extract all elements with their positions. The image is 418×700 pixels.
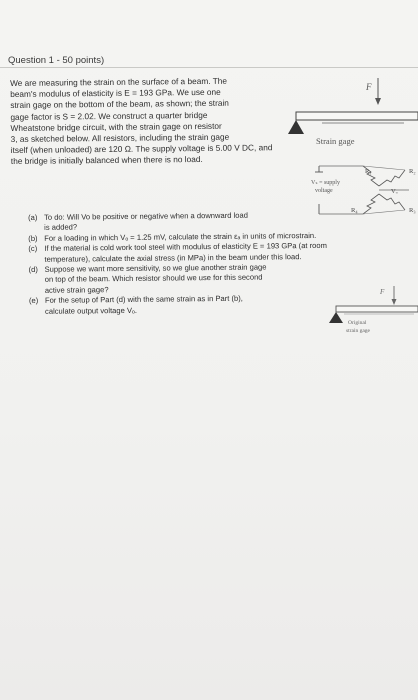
resistor-r2-label: R₂ (409, 168, 416, 175)
question-title: Question 1 - 50 points) (8, 55, 105, 66)
part-line: If the material is cold work tool steel with modulus of elasticity E = 193 GPa (at room (44, 241, 327, 254)
beam-diagram (282, 72, 418, 152)
part-label: (b) (28, 233, 38, 243)
resistor-r3-label: R₃ (409, 207, 416, 214)
part-line: temperature), calculate the axial stress (in MPa) in the beam under this load. (44, 251, 302, 264)
problem-statement (10, 75, 301, 168)
gage-label: strain gage (346, 328, 370, 334)
output-voltage-label: Vₒ (391, 188, 398, 195)
statement-line: We are measuring the strain on the surface of a beam. The (10, 75, 228, 88)
part-line: on top of the beam. Which resistor should we use for this second (44, 272, 263, 285)
part-line: To do: Will Vo be positive or negative when a downward load (43, 210, 248, 222)
statement-line: itself (when unloaded) are 120 Ω. The supply voltage is 5.00 V DC, and (10, 142, 273, 156)
part-line: active strain gage? (44, 285, 109, 295)
part-line: calculate output voltage Vₒ. (44, 305, 138, 316)
part-label: (d) (28, 264, 38, 275)
beam-body (296, 112, 418, 120)
header-divider (0, 67, 418, 68)
part-line: Suppose we want more sensitivity, so we glue another strain gage (44, 262, 267, 274)
second-beam-figure (322, 280, 418, 340)
statement-line: beam's modulus of elasticity is E = 193 GPa. We use one (10, 86, 221, 100)
statement-line: Wheatstone bridge circuit, with the strain gage on resistor (10, 120, 222, 133)
force-label: F (366, 82, 372, 92)
force-arrowhead (375, 98, 381, 105)
statement-line: the bridge is initially balanced when there is no load. (10, 154, 203, 167)
supply-label: voltage (315, 188, 333, 194)
part-line: For the setup of Part (d) with the same strain as in Part (b), (44, 294, 243, 306)
beam-figure (282, 72, 418, 152)
resistor-r4-label: R₄ (351, 207, 358, 214)
part-line: For a loading in which Vₒ = 1.25 mV, calculate the strain εₐ in units of microstrain. (44, 230, 317, 243)
beam-support (288, 120, 304, 134)
resistor-r3 (379, 194, 405, 210)
statement-line: gage factor is S = 2.02. We construct a quarter bridge (10, 109, 208, 122)
part-label: (a) (28, 212, 38, 222)
supply-label: Vₛ = supply (311, 180, 340, 186)
part-label: (e) (28, 296, 39, 306)
beam-body (336, 306, 418, 312)
force-label: F (380, 288, 385, 296)
part-line: is added? (44, 222, 78, 233)
statement-line: 3, as sketched below. All resistors, including the strain gage (10, 131, 230, 145)
part-label: (c) (28, 244, 38, 254)
resistor-r2 (379, 170, 405, 186)
force-arrowhead (392, 299, 397, 305)
resistor-r1-label: R₁ (365, 168, 372, 175)
beam-support (329, 312, 343, 323)
gage-label: Original (348, 320, 367, 326)
statement-line: strain gage on the bottom of the beam, as shown; the strain (10, 98, 229, 111)
second-beam-diagram (322, 280, 418, 340)
gage-label: Strain gage (316, 136, 355, 146)
